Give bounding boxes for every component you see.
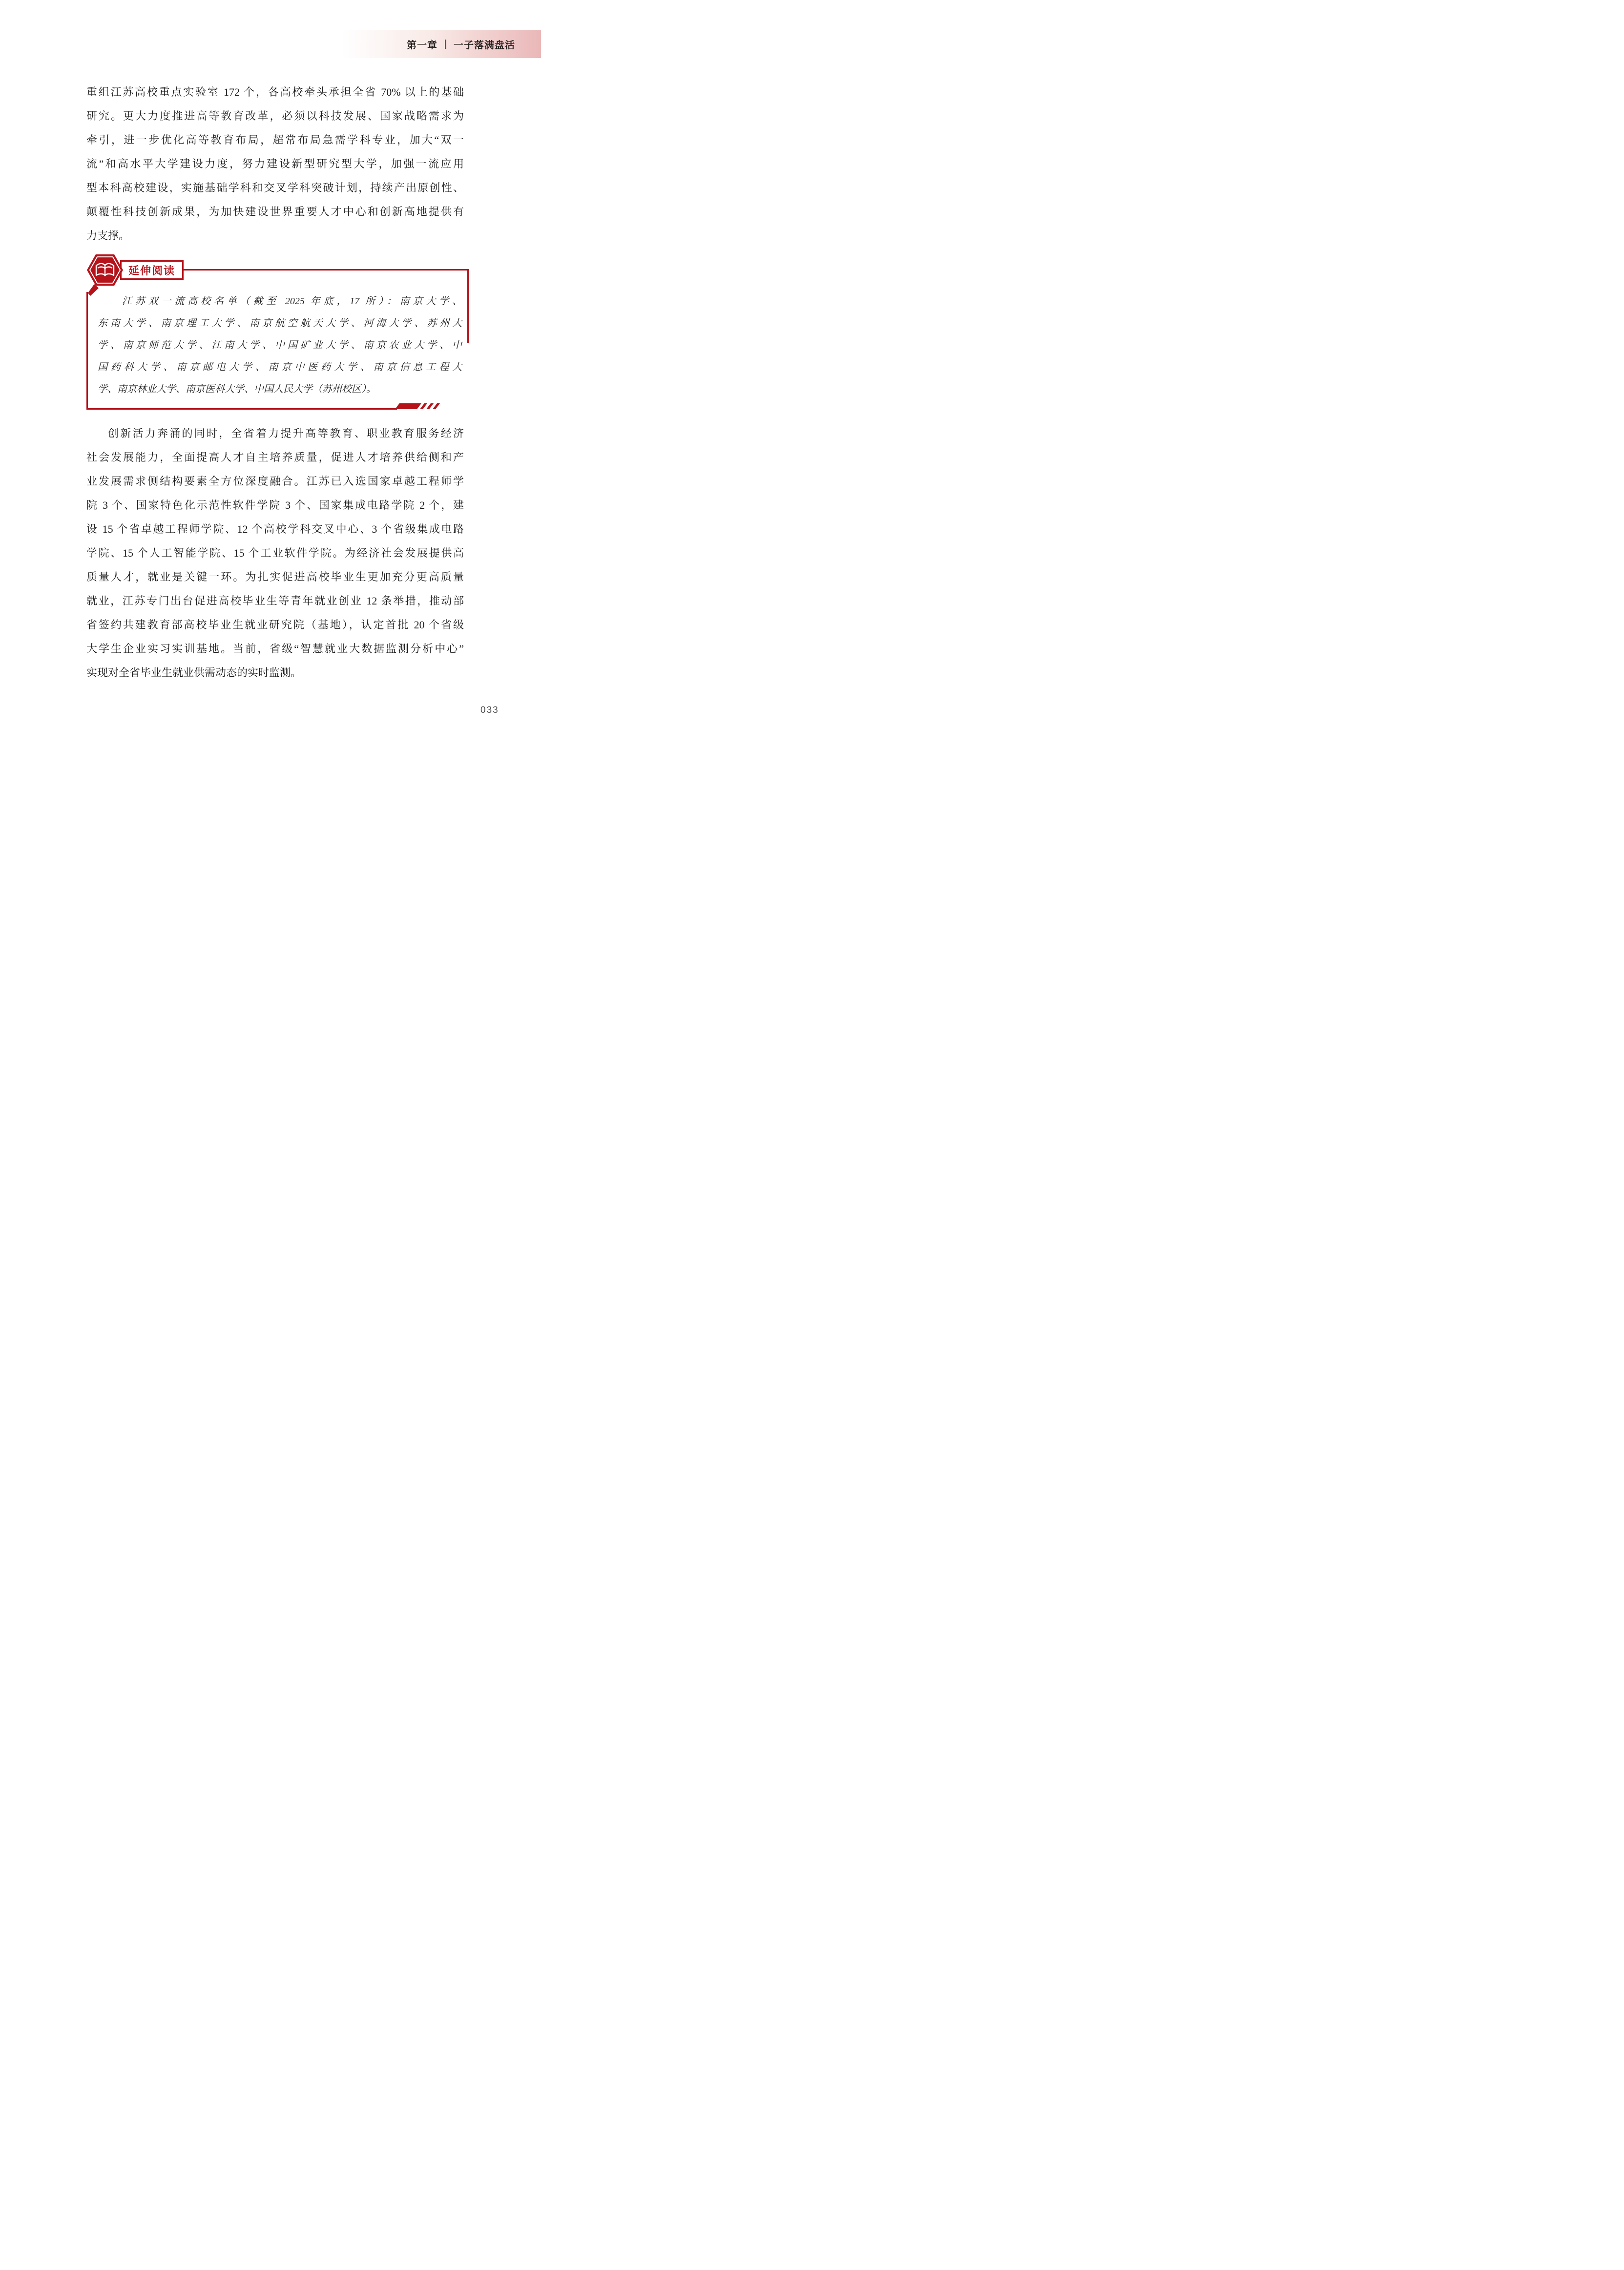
badge-tail [88,284,99,296]
stripes-decoration-icon [391,403,441,410]
text-line: 省签约共建教育部高校毕业生就业研究院（基地），认定首批 20 个省级 [86,619,464,631]
text-line: 东南大学、南京理工大学、南京航空航天大学、河海大学、苏州大 [98,318,462,329]
text-line: 流”和高水平大学建设力度，努力建设新型研究型大学，加强一流应用 [86,158,464,170]
text-line: 国药科大学、南京邮电大学、南京中医药大学、南京信息工程大 [98,362,462,373]
text-line: 社会发展能力，全面提高人才自主培养质量，促进人才培养供给侧和产 [86,451,464,463]
chapter-header-band [342,30,541,58]
hexagon-badge [84,251,129,296]
text-line: 设 15 个省卓越工程师学院、12 个高校学科交叉中心、3 个省级集成电路 [86,523,464,535]
text-line: 实现对全省毕业生就业供需动态的实时监测。 [86,666,302,679]
text-line: 质量人才，就业是关键一环。为扎实促进高校毕业生更加充分更高质量 [86,571,464,583]
text-line: 创新活力奔涌的同时，全省着力提升高等教育、职业教育服务经济 [108,427,464,439]
text-line: 颠覆性科技创新成果，为加快建设世界重要人才中心和创新高地提供有 [86,206,464,218]
text-line: 研究。更大力度推进高等教育改革，必须以科技发展、国家战略需求为 [86,110,464,122]
callout-left-border [86,292,88,409]
text-line: 业发展需求侧结构要素全方位深度融合。江苏已入选国家卓越工程师学 [86,475,464,487]
text-line: 就业，江苏专门出台促进高校毕业生等青年就业创业 12 条举措，推动部 [86,595,464,607]
text-line: 学、南京师范大学、江南大学、中国矿业大学、南京农业大学、中 [98,340,462,351]
callout-bottom-border [86,408,397,410]
chapter-title: 一子落满盘活 [454,40,515,51]
paragraph-1 [86,80,464,248]
callout-label-box [120,260,184,280]
page-number: 033 [480,705,499,715]
chapter-label: 第一章 [407,40,437,51]
text-line: 牵引，进一步优化高等教育布局，超常布局急需学科专业，加大“双一 [86,134,464,146]
text-line: 学、南京林业大学、南京医科大学、中国人民大学（苏州校区）。 [98,384,376,395]
text-line: 院 3 个、国家特色化示范性软件学院 3 个、国家集成电路学院 2 个，建 [86,499,464,511]
callout-connector-line [183,269,469,271]
text-line: 型本科高校建设，实施基础学科和交叉学科突破计划，持续产出原创性、 [86,182,464,194]
text-line: 学院、15 个人工智能学院、15 个工业软件学院。为经济社会发展提供高 [86,547,464,559]
paragraph-2 [86,421,464,685]
divider-bar-icon [445,40,446,49]
callout-text [98,291,462,400]
book-page [0,0,541,757]
text-line: 重组江苏高校重点实验室 172 个，各高校牵头承担全省 70% 以上的基础 [86,86,464,98]
callout-label: 延伸阅读 [128,264,175,277]
callout-right-border [467,269,469,343]
text-line: 大学生企业实习实训基地。当前，省级“智慧就业大数据监测分析中心” [86,643,464,655]
text-line: 力支撑。 [86,229,130,242]
text-line: 江苏双一流高校名单（截至 2025 年底，17 所）：南京大学、 [122,296,462,307]
